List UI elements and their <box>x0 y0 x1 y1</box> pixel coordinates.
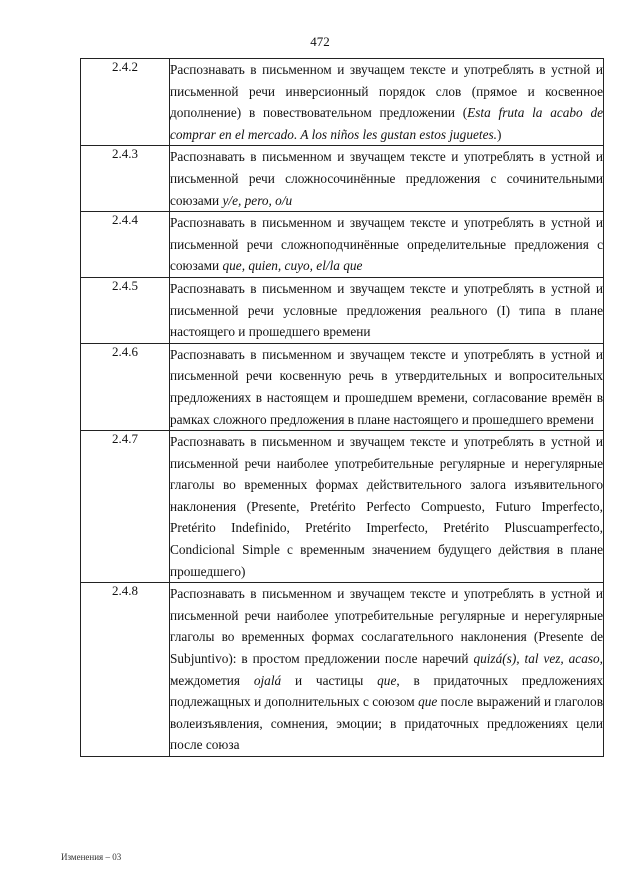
section-number: 2.4.6 <box>81 343 170 430</box>
text-segment: Распознавать в письменном и звучащем тексте и употреблять в устной и письменной речи косвенную речь в утвердительных и вопросительных предложениях в настоящем и прошедшем времени, согласование времён в рамках сложного предложения в плане настоящего и прошедшего времени <box>170 346 603 427</box>
requirement-text <box>170 212 604 278</box>
example-text-italic: ojalá <box>253 672 282 688</box>
text-segment: и частицы <box>281 672 378 688</box>
text-segment: ) <box>496 126 502 142</box>
footer-revision: Изменения – 03 <box>61 852 122 862</box>
section-number: 2.4.7 <box>81 431 170 583</box>
example-text-italic: quizá(s), tal vez, acaso <box>473 651 600 667</box>
requirements-table <box>80 58 604 757</box>
page-number: 472 <box>310 34 330 49</box>
text-segment: после выражений и глаголов волеизъявления, сомнения, эмоции; в придаточных предложениях цели после союза <box>170 694 603 753</box>
text-segment: Распознавать в письменном и звучащем тексте и употреблять в устной и письменной речи наиболее употребительные регулярные и нерегулярные глаголы во временных формах сослагательного наклонения (Presente de Subjuntivo): в простом предложении после наречий <box>170 586 603 667</box>
example-text-italic: que <box>377 672 397 688</box>
text-segment: Распознавать в письменном и звучащем тексте и употреблять в устной и письменной речи условные предложения реального (I) типа в плане настоящего и прошедшего времени <box>170 280 603 340</box>
requirement-text <box>170 431 604 583</box>
example-text-italic: que, quien, cuyo, el/la que <box>222 258 363 274</box>
table-row <box>81 212 604 278</box>
table-row <box>81 343 604 430</box>
table-row <box>81 59 604 146</box>
section-number: 2.4.2 <box>81 59 170 146</box>
requirement-text <box>170 277 604 343</box>
requirement-text <box>170 343 604 430</box>
text-segment: Распознавать в письменном и звучащем тексте и употреблять в устной и письменной речи инверсионный порядок слов (прямое и косвенное дополнение) в повествовательном предложении ( <box>170 62 603 121</box>
requirement-text <box>170 59 604 146</box>
requirement-text <box>170 583 604 757</box>
text-segment: Распознавать в письменном и звучащем тексте и употреблять в устной и письменной речи сложносочинённые предложения с сочинительными союзами <box>170 149 603 208</box>
example-text-italic: que <box>418 694 438 710</box>
section-number: 2.4.5 <box>81 277 170 343</box>
section-number: 2.4.4 <box>81 212 170 278</box>
table-row <box>81 277 604 343</box>
table-row <box>81 431 604 583</box>
section-number: 2.4.8 <box>81 583 170 757</box>
section-number: 2.4.3 <box>81 146 170 212</box>
text-segment: Распознавать в письменном и звучащем тексте и употреблять в устной и письменной речи сложноподчинённые определительные предложения с союзами <box>170 215 603 274</box>
table-row <box>81 146 604 212</box>
text-segment: , в придаточных предложениях подлежащных и дополнительных с союзом <box>170 672 603 710</box>
text-segment: Распознавать в письменном и звучащем тексте и употреблять в устной и письменной речи наиболее употребительные регулярные и нерегулярные глаголы во временных формах действительного залога изъявительного наклонения (Presente, Pretérito Perfecto Compuesto, Futuro Imperfecto, Pretérito Indefinido, Pretérito Imperfecto, Pretérito Pluscuamperfecto, Condicional Simple с временным значением будущего действия в плане прошедшего) <box>170 434 603 579</box>
example-text-italic: Esta fruta la acabo de comprar en el mercado. A los niños les gustan estos juguetes. <box>170 105 603 142</box>
table-row <box>81 583 604 757</box>
text-segment: , междометия <box>170 651 603 688</box>
example-text-italic: y/e, pero, o/u <box>222 192 293 208</box>
requirement-text <box>170 146 604 212</box>
